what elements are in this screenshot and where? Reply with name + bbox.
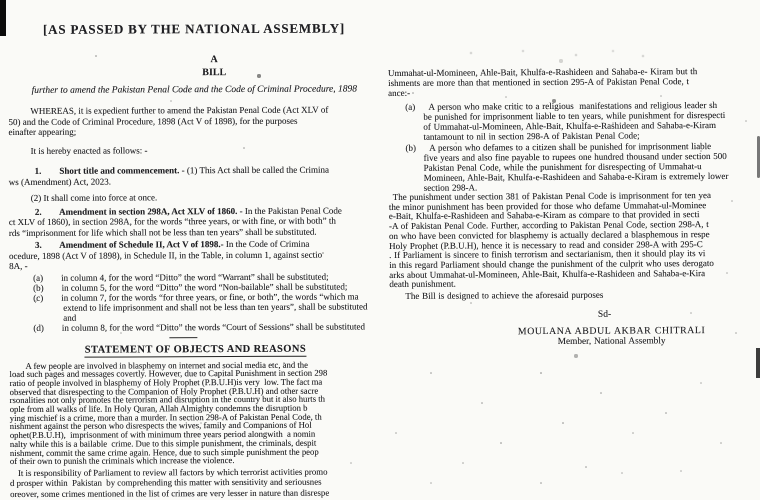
scan-noise-speckles <box>0 0 2 2</box>
schedule-item-a: (a) in column 4, for the word “Ditto” the word “Warrant” shall be substituted; <box>33 271 329 283</box>
schedule-item-c: (c) in column 7, for the words “for three years, or fine, or both”, the words “which ma extend to life imprisonment and shall not be less than ten years”, shall be substituted and <box>33 290 368 323</box>
section-3-lines: ocedure, 1898 (Act V of 1898), in Schedule II, in the Table, in column 1, against sectio 8A, - <box>8 249 323 271</box>
section-3-heading: 3. Amendment of Schedule II, Act V of 1898.- <box>34 239 224 250</box>
scan-edge-artifact-right-lower <box>756 348 760 378</box>
statement-para-2: It is responsibility of Parliament to review all factors by which terrorist activities promo d prosper within Pakistan by comprehending this matter with sensitivity and seriousnes oreover, some crimes mentioned in the list of crimes are very lesser in nature than disrespe <box>9 466 330 499</box>
enacting-clause: It is hereby enacted as follows: - <box>30 144 148 156</box>
continuation-intro: Ummahat-ul-Momineen, Ahle-Bait, Khulfa-e-Rashideen and Sahaba-e- Kiram but th ishments are more than that mentioned in section 295-A of Pakistan Penal Code, t ance:- <box>388 66 698 98</box>
statement-para-1: A few people are involved in blasphemy on internet and social media etc, and the load such pages and messages covertly. However, due to Capital Punishment in section 298 ratio of people involved in blasphemy of Holy Prophet (P.B.U.H)is very low. The fact ma observed that disrespecting to the Companion of Holy Prophet (P.B.U.H) and other sacre rsonalities not only promotes the terrorism and disruption in the country but it also hurts th ople from all walks of life. In Holy Quran, Allah Almighty condemns the disruption b ying mischief is a crime, more than a murder. In section 298-A of Pakistan Penal Code, th nishment against the person who disrespects the wives, family and Companions of Hol ophet(P.B.U.H), imprisonment of with minimum three years period alongwith a nomin nalty while this is a bailable crime. Due to this simple punishment, the criminals, despit nishment, commit the same crime again. Hence, due to such simple punishment the peop of their own to punish the criminals which increase the violence. <box>9 359 328 467</box>
statement-heading-text: STATEMENT OF OBJECTS AND REASONS <box>84 343 307 356</box>
schedule-item-b: (b) in column 5, for the word “Ditto” the word “Non-bailable” shall be substituted; <box>33 281 348 293</box>
signatory-role: Member, National Assembly <box>557 335 666 347</box>
clause-a: (a) A person who make critic to a religious manifestations and religious leader sh be punished for imprisonment liable to ten years, while punishment for disrespecti of Ummahat-ul-Momineen, Ahle-Bait, Khulfa-e-Rashideen and Sahaba-e-Kiram tantamount to nil in section 298-A of Pakistan Penal Code; <box>405 99 726 142</box>
section-1-opening-line <box>9 164 381 176</box>
signature-block <box>461 308 760 348</box>
section-2-heading-rest: In the Pakistan Penal Code <box>242 205 342 216</box>
closing-line: The Bill is designed to achieve the aforesaid purposes <box>405 289 604 301</box>
punishment-para: The punishment under section 381 of Pakistan Penal Code is imprisonment for ten yea the minor punishment has been provided for those who defame Ummahat-ul-Mominee e-Bait, Khulfa-e-Rashideen and Sahaba-e-Kiram as compare to that provided in secti -A of Pakistan Penal Code. Further, according to Pakistan Penal Code, section 298-A, t on who have been convicted for blasphemy is actually declared a blasphemous in respe Holy Prophet (P.B.U.H), hence it is necessary to read and consider 298-A with 295-C . If Parliament is sincere to finish terrorism and sectarianism, then it should play its vi in this regard Parliament should change the punishment of the culprit who uses derogato arks about Ummahat-ul-Momineen, Ahle-Bait, Khulfa-e-Rashideen and Sahaba-e-Kira death punishment. <box>388 190 714 290</box>
bill-letter-a: A <box>210 54 218 66</box>
scan-edge-artifact-top-left <box>0 0 6 36</box>
section-1-lines: ws (Amendment) Act, 2023. <box>8 176 111 187</box>
section-1-subsection-2: (2) It shall come into force at once. <box>30 192 158 203</box>
bill-long-title: further to amend the Pakistan Penal Code and the Code of Criminal Procedure, 1898 <box>31 84 358 96</box>
preamble: WHEREAS, it is expedient further to amend the Pakistan Penal Code (Act XLV of 50) and the Code of Criminal Procedure, 1898 (Act V of 1898), for the purposes einafter appearing; <box>8 104 329 137</box>
left-page <box>8 20 382 498</box>
right-page <box>388 66 760 349</box>
section-1-heading-rest: - (1) This Act shall be called the Crimina <box>179 164 329 176</box>
signatory-name: MOULANA ABDUL AKBAR CHITRALI <box>517 324 706 337</box>
section-2-lines: ct XLV of 1860), in section 298A, for the words “three years, or with fine, or with both” th rds “imprisonment for life which shall not be less than ten years” shall be substituted. <box>8 215 336 238</box>
section-1-heading: 1. Short title and commencement. <box>34 165 180 176</box>
bill-word: BILL <box>202 67 227 79</box>
assembly-header: [AS PASSED BY THE NATIONAL ASSEMBLY] <box>42 20 346 37</box>
section-2-heading: 2. Amendment in section 298A, Act XLV of 1860. - <box>34 205 243 217</box>
signature-sd: Sd- <box>597 309 612 320</box>
separator-rule <box>169 337 197 338</box>
section-3-heading-rest: In the Code of Crimina <box>223 238 310 250</box>
clause-b: (b) A person who defames to a citizen shall be punished for imprisonment liable five years and also fine payable to rupees one hundred thousand under section 500 Pakistan Penal Code, while the punishment for disrespecting of Ummahat-u Momineen, Ahle-Bait, Khulfa-e-Rashideen and Sahaba-e-Kiram is extremely lower section 298-A. <box>405 141 729 193</box>
schedule-item-d: (d) in column 8, for the word “Ditto” the words “Court of Sessions” shall be substituted <box>33 320 366 333</box>
statement-heading <box>9 343 381 357</box>
